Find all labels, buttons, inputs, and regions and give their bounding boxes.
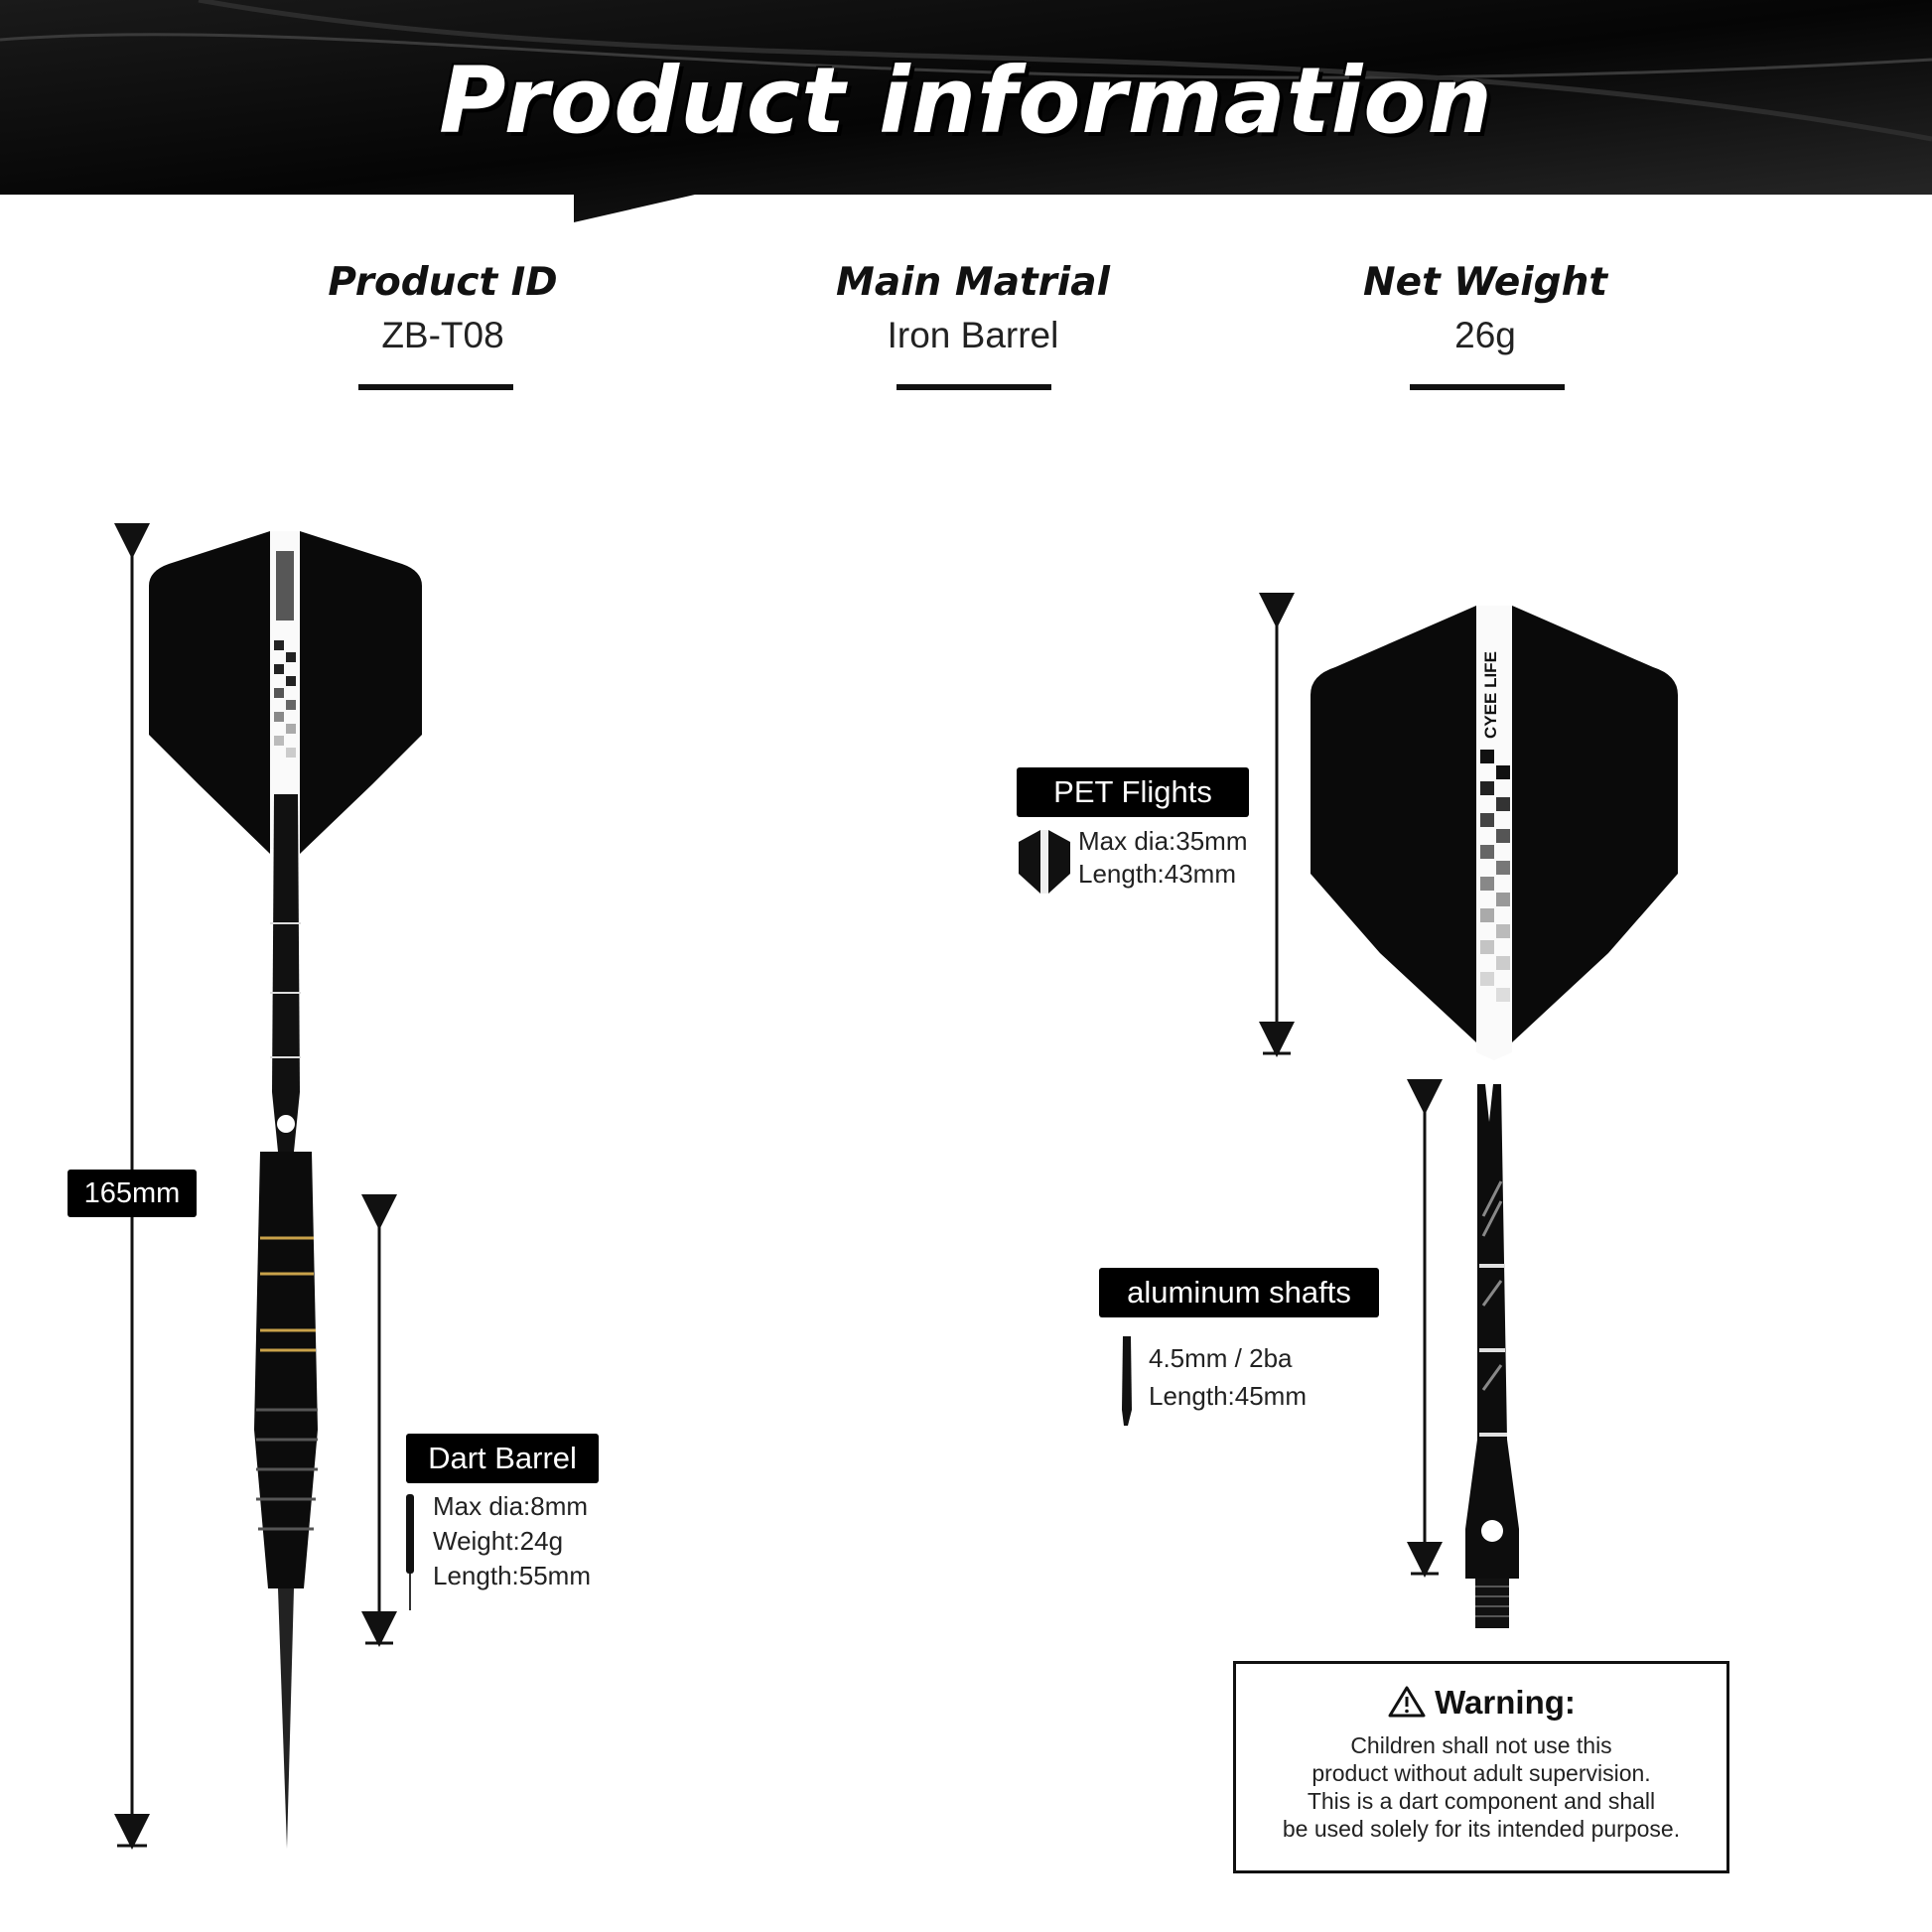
shaft-spec-diameter: 4.5mm / 2ba [1149, 1343, 1293, 1373]
product-id-label: Product ID [328, 260, 558, 305]
main-material-value: Iron Barrel [887, 315, 1059, 355]
main-material-label: Main Matrial [836, 260, 1110, 305]
barrel-thumbnail-icon [406, 1494, 414, 1610]
pet-flights-specs [1078, 825, 1248, 891]
warning-title: Warning: [1435, 1684, 1576, 1721]
dart-barrel-tag: Dart Barrel [406, 1434, 599, 1483]
warning-message [1236, 1731, 1726, 1843]
warning-line: This is a dart component and shall [1307, 1788, 1656, 1814]
flight-spec-length: Length:43mm [1078, 859, 1236, 889]
barrel-spec-length: Length:55mm [433, 1561, 591, 1590]
warning-triangle-icon [1387, 1685, 1427, 1719]
aluminum-shafts-specs [1149, 1339, 1307, 1415]
aluminum-shafts-tag: aluminum shafts [1099, 1268, 1379, 1317]
shaft-thumbnail-icon [1122, 1336, 1132, 1426]
flight-brand-logo: CYEE LIFE [1481, 651, 1500, 739]
pet-flights-tag: PET Flights [1017, 767, 1249, 817]
pet-flight-image [1311, 606, 1678, 1060]
page-title: Product information [439, 48, 1493, 154]
product-id-value: ZB-T08 [381, 315, 504, 355]
warning-line: be used solely for its intended purpose. [1282, 1816, 1681, 1842]
barrel-spec-weight: Weight:24g [433, 1526, 564, 1556]
warning-box [1233, 1661, 1729, 1873]
shaft-length-dimension [1411, 1083, 1439, 1574]
flight-thumbnail-icon [1019, 830, 1070, 894]
net-weight-value: 26g [1454, 315, 1516, 355]
aluminum-shaft-image [1465, 1084, 1519, 1628]
barrel-length-dimension [365, 1198, 393, 1643]
net-weight-label: Net Weight [1363, 260, 1607, 305]
warning-heading [1236, 1684, 1726, 1722]
warning-line: Children shall not use this [1350, 1732, 1612, 1758]
flight-length-dimension [1263, 597, 1291, 1053]
flight-spec-max-dia: Max dia:35mm [1078, 826, 1248, 856]
total-length-tag: 165mm [68, 1170, 197, 1217]
shaft-spec-length: Length:45mm [1149, 1381, 1307, 1411]
barrel-spec-max-dia: Max dia:8mm [433, 1491, 589, 1521]
warning-line: product without adult supervision. [1311, 1760, 1651, 1786]
dart-barrel-specs [433, 1489, 591, 1593]
